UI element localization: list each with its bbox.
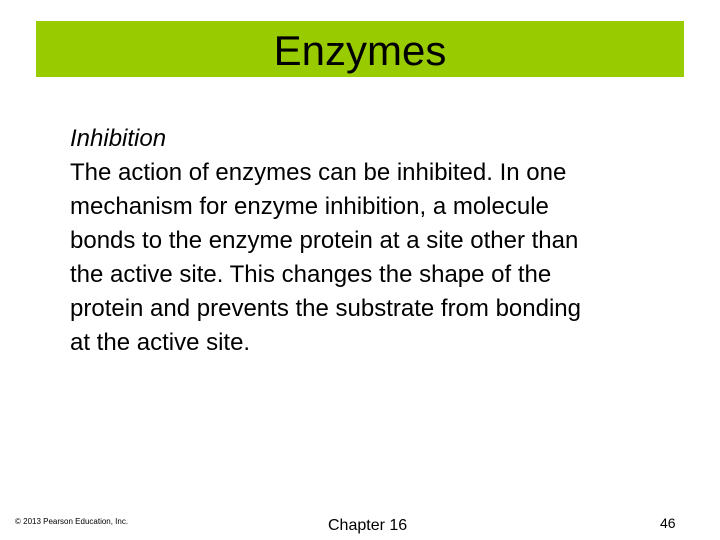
slide-title: Enzymes (273, 27, 447, 74)
page-number: 46 (660, 515, 676, 531)
paragraph-line: the active site. This changes the shape of the (70, 261, 552, 288)
paragraph-line: at the active site. (70, 329, 251, 356)
paragraph-line: protein and prevents the substrate from bonding (70, 295, 581, 322)
paragraph-line: The action of enzymes can be inhibited. In one (70, 159, 567, 186)
paragraph-line: bonds to the enzyme protein at a site other than (70, 227, 579, 254)
paragraph-line: mechanism for enzyme inhibition, a molecule (70, 193, 549, 220)
subheading: Inhibition (70, 125, 167, 152)
footer-copyright: © 2013 Pearson Education, Inc. (15, 517, 129, 526)
slide-body (70, 122, 680, 360)
body-paragraph (70, 156, 680, 360)
footer-chapter: Chapter 16 (328, 517, 408, 534)
